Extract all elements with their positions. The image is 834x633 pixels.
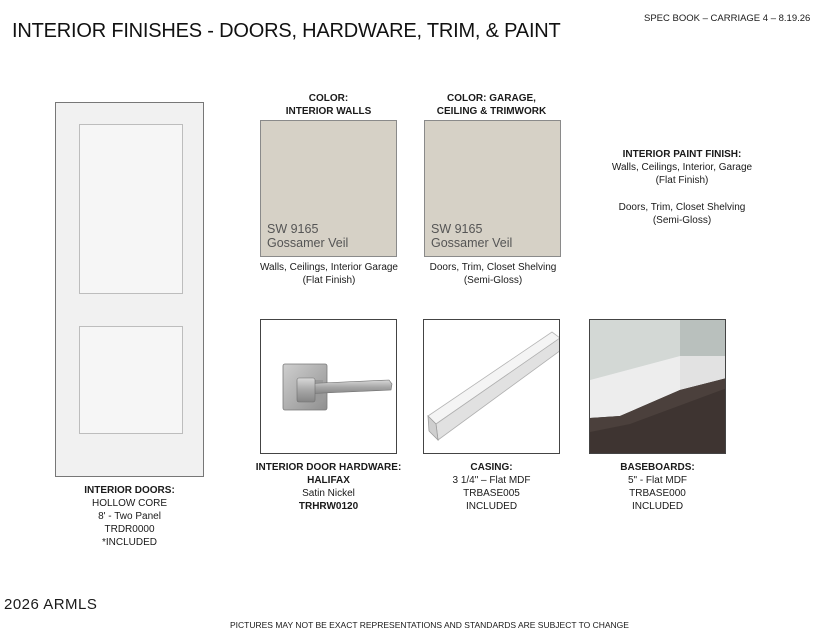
door-caption xyxy=(55,484,204,549)
baseboards-caption xyxy=(589,461,726,513)
spec-book-label: SPEC BOOK – CARRIAGE 4 – 8.19.26 xyxy=(644,13,811,24)
color-garage-heading xyxy=(418,92,565,118)
baseboards-heading: BASEBOARDS: xyxy=(620,462,695,473)
color-garage-heading-line1: COLOR: GARAGE, xyxy=(447,93,536,104)
door-image xyxy=(55,102,204,477)
color-walls-heading xyxy=(259,92,398,118)
door-line: 8' - Two Panel xyxy=(98,511,161,522)
lever-handle-icon xyxy=(261,320,397,454)
color-walls-finish: (Flat Finish) xyxy=(302,275,356,286)
swatch-code: SW 9165 xyxy=(267,222,319,236)
hardware-finish: Satin Nickel xyxy=(302,488,355,499)
baseboard-room-icon xyxy=(590,320,726,454)
hardware-code: TRHRW0120 xyxy=(298,501,359,512)
hardware-heading: INTERIOR DOOR HARDWARE: xyxy=(255,462,402,473)
hardware-caption xyxy=(246,461,411,513)
door-line: *INCLUDED xyxy=(101,537,157,548)
color-garage-usage: Doors, Trim, Closet Shelving xyxy=(429,262,557,273)
casing-trim-icon xyxy=(424,320,560,454)
paint-finish-heading: INTERIOR PAINT FINISH: xyxy=(622,149,742,160)
color-garage-heading-line2: CEILING & TRIMWORK xyxy=(436,106,547,117)
color-garage-caption xyxy=(412,261,574,287)
copyright-watermark: 2026 ARMLS xyxy=(4,596,98,613)
swatch-name: Gossamer Veil xyxy=(267,236,349,250)
swatch-name: Gossamer Veil xyxy=(431,236,513,250)
baseboard-image xyxy=(589,319,726,454)
casing-size: 3 1/4" – Flat MDF xyxy=(452,475,531,486)
color-walls-caption xyxy=(244,261,414,287)
paint-finish-line: (Flat Finish) xyxy=(655,175,709,186)
color-walls-usage: Walls, Ceilings, Interior Garage xyxy=(259,262,398,273)
door-line: HOLLOW CORE xyxy=(91,498,167,509)
casing-heading: CASING: xyxy=(470,462,513,473)
casing-code: TRBASE005 xyxy=(463,488,520,499)
color-garage-finish: (Semi-Gloss) xyxy=(463,275,523,286)
color-swatch-garage xyxy=(424,120,561,257)
casing-image xyxy=(423,319,560,454)
paint-finish-line: (Semi-Gloss) xyxy=(652,215,712,226)
door-upper-panel xyxy=(79,124,183,294)
page-title: INTERIOR FINISHES - DOORS, HARDWARE, TRIM, & PAINT xyxy=(12,20,561,42)
door-hardware-image xyxy=(260,319,397,454)
color-walls-heading-line1: COLOR: xyxy=(308,93,349,104)
paint-finish-block xyxy=(594,148,770,227)
swatch-code: SW 9165 xyxy=(431,222,483,236)
color-walls-heading-line2: INTERIOR WALLS xyxy=(285,106,372,117)
color-swatch-walls xyxy=(260,120,397,257)
paint-finish-line: Doors, Trim, Closet Shelving xyxy=(618,202,746,213)
baseboards-size: 5" - Flat MDF xyxy=(627,475,688,486)
hardware-model: HALIFAX xyxy=(307,475,350,486)
casing-status: INCLUDED xyxy=(465,501,518,512)
door-lower-panel xyxy=(79,326,183,434)
paint-finish-line: Walls, Ceilings, Interior, Garage xyxy=(611,162,753,173)
baseboards-status: INCLUDED xyxy=(631,501,684,512)
door-heading: INTERIOR DOORS: xyxy=(84,485,175,496)
door-line: TRDR0000 xyxy=(104,524,155,535)
casing-caption xyxy=(423,461,560,513)
baseboards-code: TRBASE000 xyxy=(629,488,686,499)
footer-disclaimer: PICTURES MAY NOT BE EXACT REPRESENTATIONS AND STANDARDS ARE SUBJECT TO CHANGE xyxy=(230,620,629,630)
